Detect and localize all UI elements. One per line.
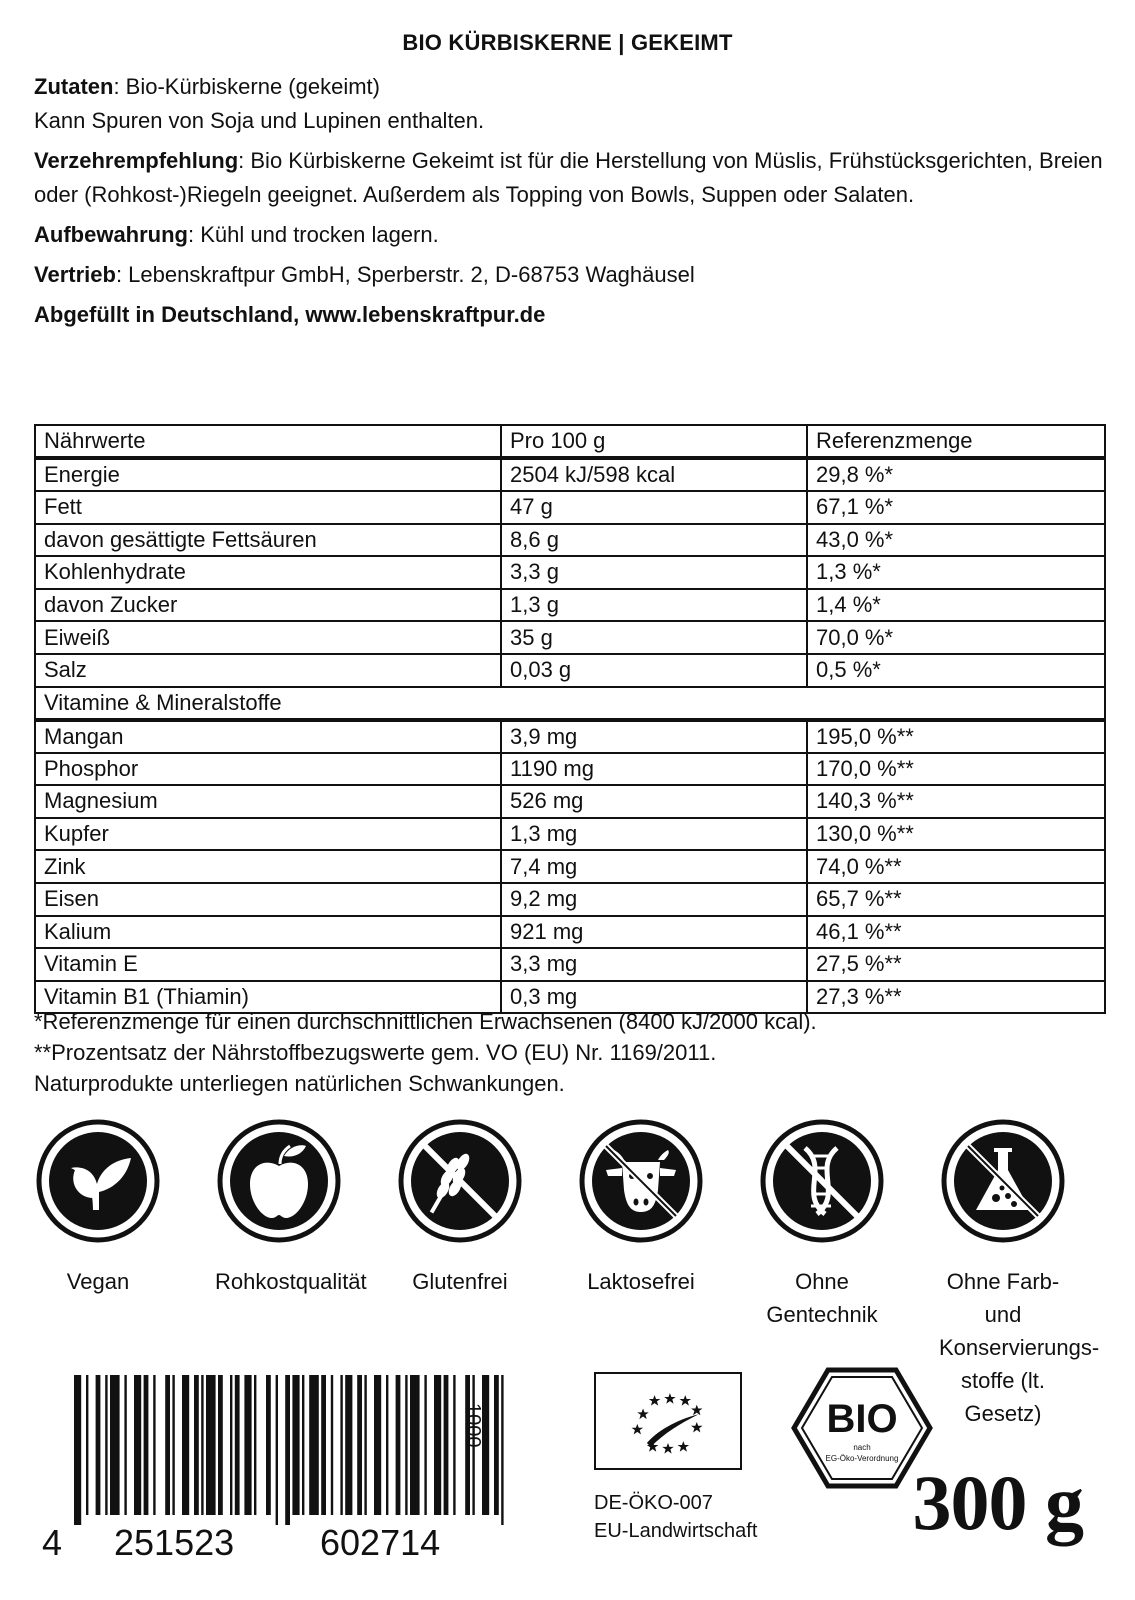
no-wheat-icon — [397, 1118, 523, 1244]
no-chemicals-icon — [940, 1118, 1066, 1244]
table-row — [35, 654, 1105, 687]
per-100g-value: 47 g — [501, 491, 807, 524]
reference-value: 130,0 %** — [807, 818, 1105, 851]
nutrient-name: Vitamin E — [35, 948, 501, 981]
barcode-bar — [218, 1375, 223, 1515]
table-row — [35, 524, 1105, 557]
barcode-right-digits: 602714 — [320, 1522, 441, 1563]
barcode-bar — [172, 1375, 174, 1515]
feature-label: Ohne Farb- und Konservierungs- stoffe (lt. Gesetz) — [939, 1269, 1100, 1426]
barcode-bar — [386, 1375, 388, 1515]
footnotes — [34, 1006, 817, 1099]
barcode-bar — [110, 1375, 120, 1515]
per-100g-value: 921 mg — [501, 916, 807, 949]
nutrient-name: davon gesättigte Fettsäuren — [35, 524, 501, 557]
barcode-bar — [134, 1375, 141, 1515]
barcode-bar — [340, 1375, 342, 1515]
reference-value: 46,1 %** — [807, 916, 1105, 949]
barcode-bar — [96, 1375, 101, 1515]
nutrient-name: Eiweiß — [35, 621, 501, 654]
reference-value: 29,8 %* — [807, 458, 1105, 491]
footnote-natural: Naturprodukte unterliegen natürlichen Schwankungen. — [34, 1071, 565, 1096]
barcode-bar — [230, 1375, 232, 1515]
barcode-bar — [444, 1375, 449, 1515]
bio-seal-small-1: nach — [853, 1443, 871, 1452]
distribution-line: Vertrieb: Lebenskraftpur GmbH, Sperberstr. 2, D-68753 Waghäusel — [34, 262, 695, 287]
feature-label: Laktosefrei — [587, 1269, 695, 1294]
traces-line: Kann Spuren von Soja und Lupinen enthalten. — [34, 108, 485, 133]
no-dna-icon — [759, 1118, 885, 1244]
reference-value: 70,0 %* — [807, 621, 1105, 654]
per-100g-value: 35 g — [501, 621, 807, 654]
table-row — [35, 916, 1105, 949]
reference-value: 27,3 %** — [807, 981, 1105, 1014]
nutrition-table — [34, 424, 1106, 1014]
barcode-bar — [321, 1375, 326, 1515]
barcode-bar — [396, 1375, 401, 1515]
nutrient-name: Kohlenhydrate — [35, 556, 501, 589]
vitamins-subheader: Vitamine & Mineralstoffe — [35, 687, 1105, 720]
reference-value: 0,5 %* — [807, 654, 1105, 687]
barcode-bar — [244, 1375, 251, 1515]
table-row — [35, 883, 1105, 916]
table-row — [35, 491, 1105, 524]
table-subheader-row — [35, 687, 1105, 720]
per-100g-value: 1,3 g — [501, 589, 807, 622]
reference-value: 170,0 %** — [807, 753, 1105, 786]
barcode-side-code: 1000 — [462, 1403, 484, 1448]
reference-value: 1,4 %* — [807, 589, 1105, 622]
per-100g-value: 2504 kJ/598 kcal — [501, 458, 807, 491]
barcode-bar — [235, 1375, 240, 1515]
nutrient-name: Zink — [35, 850, 501, 883]
reference-value: 195,0 %** — [807, 720, 1105, 753]
barcode-bar — [331, 1375, 333, 1515]
table-row — [35, 948, 1105, 981]
per-100g-value: 3,3 mg — [501, 948, 807, 981]
table-row — [35, 818, 1105, 851]
net-weight: 300 g — [912, 1459, 1083, 1546]
bio-seal-word: BIO — [826, 1397, 898, 1441]
table-row — [35, 753, 1105, 786]
feature-label: Rohkostqualität — [215, 1269, 367, 1294]
barcode-bar — [424, 1375, 426, 1515]
bio-seal-small-2: EG-Öko-Verordnung — [825, 1454, 899, 1463]
nutrient-name: Phosphor — [35, 753, 501, 786]
eu-code: DE-ÖKO-007 EU-Landwirtschaft — [594, 1492, 758, 1542]
barcode-bars — [74, 1375, 514, 1525]
barcode-bar — [453, 1375, 455, 1515]
leaves-icon — [35, 1118, 161, 1244]
barcode-bar — [405, 1375, 407, 1515]
product-info — [34, 70, 1104, 332]
table-row — [35, 850, 1105, 883]
storage-line: Aufbewahrung: Kühl und trocken lagern. — [34, 222, 439, 247]
nutrient-name: Nährwerte — [35, 425, 501, 458]
barcode-bar — [410, 1375, 420, 1515]
apple-icon — [216, 1118, 342, 1244]
reference-value: 140,3 %** — [807, 785, 1105, 818]
barcode-bar — [494, 1375, 499, 1515]
reference-value: 74,0 %** — [807, 850, 1105, 883]
barcode-bar — [86, 1375, 88, 1515]
feature-label: Glutenfrei — [412, 1269, 508, 1294]
nutrient-name: Energie — [35, 458, 501, 491]
feature-label: Vegan — [66, 1269, 130, 1294]
feature-gluten-free — [396, 1118, 524, 1298]
table-row — [35, 589, 1105, 622]
ingredients-line: Zutaten: Bio-Kürbiskerne (gekeimt) — [34, 74, 380, 99]
recommendation-line: Verzehrempfehlung: Bio Kürbiskerne Gekeimt ist für die Herstellung von Müslis, Frühstücksgerichten, Breien oder (Rohkost-)Riegeln geeignet. Außerdem als Topping von Bowls, Suppen oder Salaten. — [34, 148, 1103, 207]
reference-value: 67,1 %* — [807, 491, 1105, 524]
feature-lactose-free — [577, 1118, 705, 1298]
barcode — [34, 1375, 504, 1565]
reference-value: 1,3 %* — [807, 556, 1105, 589]
no-cow-icon — [578, 1118, 704, 1244]
barcode-bar — [105, 1375, 107, 1515]
table-header-row — [35, 425, 1105, 458]
nutrient-name: Magnesium — [35, 785, 501, 818]
barcode-bar — [309, 1375, 319, 1515]
barcode-bar — [302, 1375, 304, 1515]
nutrient-name: Kalium — [35, 916, 501, 949]
barcode-bar — [434, 1375, 441, 1515]
nutrient-name: Kupfer — [35, 818, 501, 851]
barcode-bar — [74, 1375, 81, 1525]
barcode-bar — [201, 1375, 203, 1515]
nutrient-name: Eisen — [35, 883, 501, 916]
barcode-bar — [374, 1375, 381, 1515]
barcode-bar — [276, 1375, 278, 1525]
nutrient-name: Fett — [35, 491, 501, 524]
reference-value: Referenzmenge — [807, 425, 1105, 458]
per-100g-value: 1190 mg — [501, 753, 807, 786]
per-100g-value: 0,3 mg — [501, 981, 807, 1014]
bottled-line: Abgefüllt in Deutschland, www.lebenskraftpur.de — [34, 302, 546, 327]
feature-gmo-free — [758, 1118, 886, 1331]
per-100g-value: 8,6 g — [501, 524, 807, 557]
barcode-bar — [144, 1375, 149, 1515]
feature-vegan — [34, 1118, 162, 1298]
nutrient-name: Mangan — [35, 720, 501, 753]
product-title: BIO KÜRBISKERNE | GEKEIMT — [402, 30, 733, 55]
per-100g-value: 1,3 mg — [501, 818, 807, 851]
barcode-bar — [254, 1375, 256, 1515]
per-100g-value: Pro 100 g — [501, 425, 807, 458]
barcode-bar — [206, 1375, 216, 1515]
barcode-bar — [501, 1375, 503, 1525]
table-row — [35, 458, 1105, 491]
table-row — [35, 720, 1105, 753]
reference-value: 43,0 %* — [807, 524, 1105, 557]
barcode-bar — [345, 1375, 352, 1515]
footnote-percentage: **Prozentsatz der Nährstoffbezugswerte gem. VO (EU) Nr. 1169/2011. — [34, 1040, 717, 1065]
barcode-bar — [364, 1375, 366, 1515]
feature-label: Ohne Gentechnik — [766, 1269, 878, 1327]
feature-raw — [215, 1118, 367, 1298]
table-row — [35, 556, 1105, 589]
barcode-bar — [165, 1375, 170, 1515]
barcode-bar — [124, 1375, 126, 1515]
table-row — [35, 785, 1105, 818]
per-100g-value: 3,9 mg — [501, 720, 807, 753]
barcode-first-digit: 4 — [42, 1522, 63, 1563]
nutrient-name: Vitamin B1 (Thiamin) — [35, 981, 501, 1014]
barcode-bar — [292, 1375, 299, 1515]
barcode-bar — [285, 1375, 290, 1525]
reference-value: 27,5 %** — [807, 948, 1105, 981]
per-100g-value: 0,03 g — [501, 654, 807, 687]
per-100g-value: 3,3 g — [501, 556, 807, 589]
eu-organic-logo — [594, 1372, 757, 1545]
barcode-bar — [357, 1375, 362, 1515]
barcode-bar — [194, 1375, 199, 1515]
feature-no-additives — [939, 1118, 1100, 1430]
per-100g-value: 526 mg — [501, 785, 807, 818]
nutrient-name: Salz — [35, 654, 501, 687]
barcode-bar — [182, 1375, 189, 1515]
barcode-bar — [153, 1375, 155, 1515]
footnote-reference: *Referenzmenge für einen durchschnittlichen Erwachsenen (8400 kJ/2000 kcal). — [34, 1009, 817, 1034]
barcode-left-digits: 251523 — [114, 1522, 235, 1563]
reference-value: 65,7 %** — [807, 883, 1105, 916]
per-100g-value: 7,4 mg — [501, 850, 807, 883]
eu-leaf-icon — [594, 1372, 742, 1470]
nutrient-name: davon Zucker — [35, 589, 501, 622]
table-row — [35, 621, 1105, 654]
barcode-bar — [266, 1375, 271, 1515]
per-100g-value: 9,2 mg — [501, 883, 807, 916]
